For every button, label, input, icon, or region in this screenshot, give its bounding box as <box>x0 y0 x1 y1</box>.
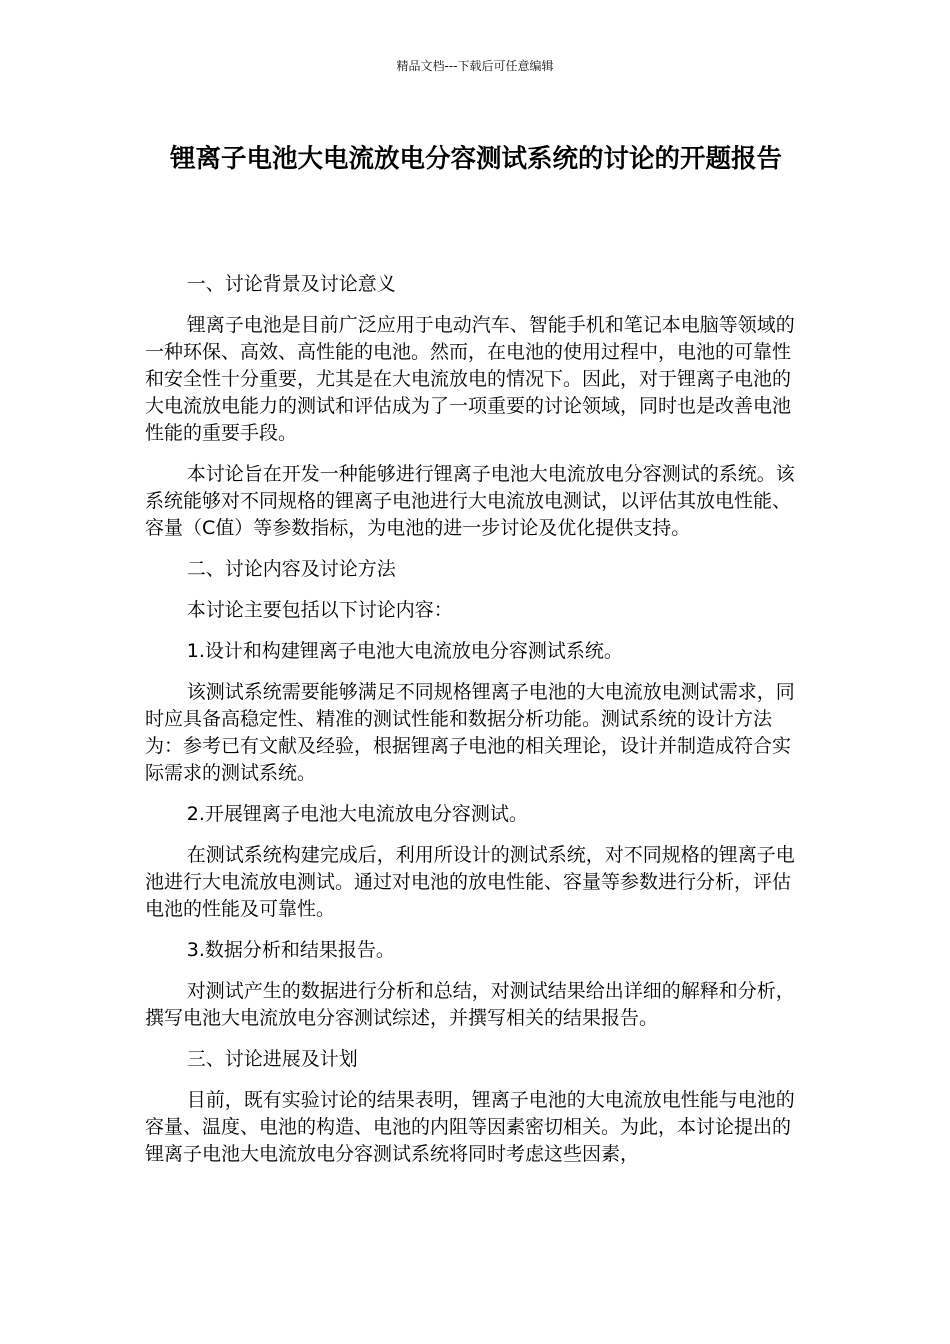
paragraph-background: 锂离子电池是目前广泛应用于电动汽车、智能手机和笔记本电脑等领域的一种环保、高效、高性能的电池。然而，在电池的使用过程中，电池的可靠性和安全性十分重要，尤其是在大电流放电的情况下。因此，对于锂离子电池的大电流放电能力的测试和评估成为了一项重要的讨论领域，同时也是改善电池性能的重要手段。 <box>145 314 795 444</box>
page-header: 精品文档---下载后可任意编辑 <box>396 59 554 73</box>
paragraph-purpose: 本讨论旨在开发一种能够进行锂离子电池大电流放电分容测试的系统。该系统能够对不同规格的锂离子电池进行大电流放电测试，以评估其放电性能、容量（C值）等参数指标，为电池的进一步讨论及优化提供支持。 <box>145 463 795 539</box>
list-item-3: 3.数据分析和结果报告。 <box>186 939 395 961</box>
section-heading-3: 三、讨论进展及计划 <box>186 1048 358 1070</box>
paragraph-item-1-detail: 该测试系统需要能够满足不同规格锂离子电池的大电流放电测试需求，同时应具备高稳定性、精准的测试性能和数据分析功能。测试系统的设计方法为：参考已有文献及经验，根据锂离子电池的相关理论，设计并制造成符合实际需求的测试系统。 <box>145 681 795 784</box>
list-item-1: 1.设计和构建锂离子电池大电流放电分容测试系统。 <box>186 640 623 662</box>
document-title: 锂离子电池大电流放电分容测试系统的讨论的开题报告 <box>169 144 782 174</box>
paragraph-item-2-detail: 在测试系统构建完成后，利用所设计的测试系统，对不同规格的锂离子电池进行大电流放电测试。通过对电池的放电性能、容量等参数进行分析，评估电池的性能及可靠性。 <box>145 844 795 920</box>
paragraph-content-intro: 本讨论主要包括以下讨论内容： <box>186 599 453 621</box>
paragraph-progress: 目前，既有实验讨论的结果表明，锂离子电池的大电流放电性能与电池的容量、温度、电池的构造、电池的内阻等因素密切相关。为此，本讨论提出的锂离子电池大电流放电分容测试系统将同时考虑这些因素， <box>145 1089 795 1165</box>
section-heading-2: 二、讨论内容及讨论方法 <box>186 558 396 580</box>
document-body <box>145 271 807 1182</box>
section-heading-1: 一、讨论背景及讨论意义 <box>186 273 396 295</box>
list-item-2: 2.开展锂离子电池大电流放电分容测试。 <box>186 803 528 825</box>
paragraph-item-3-detail: 对测试产生的数据进行分析和总结，对测试结果给出详细的解释和分析，撰写电池大电流放电分容测试综述，并撰写相关的结果报告。 <box>145 980 795 1029</box>
